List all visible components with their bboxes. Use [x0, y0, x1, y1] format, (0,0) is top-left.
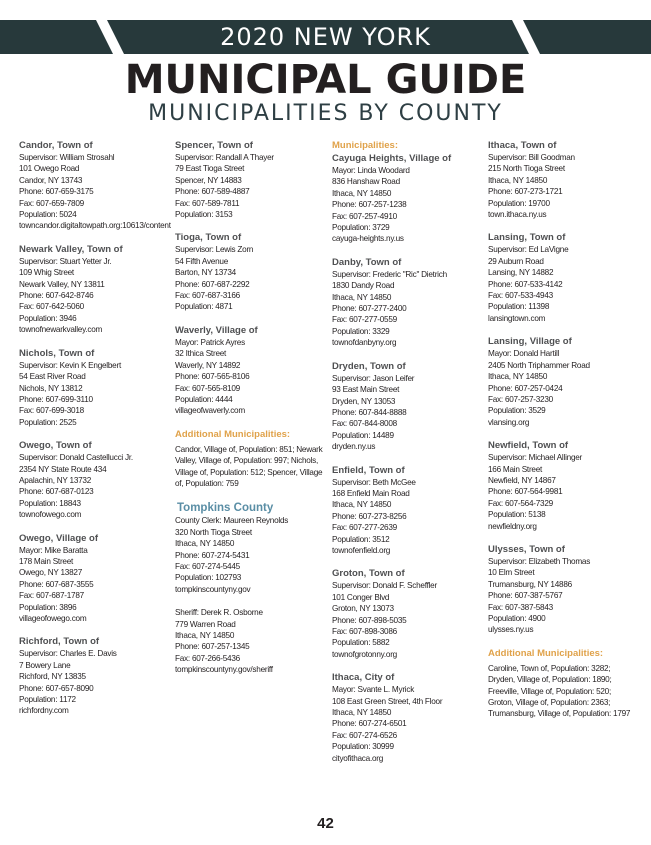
entry-line: Supervisor: Charles E. Davis: [19, 649, 117, 659]
entry-line: Supervisor: Ed LaVigne: [488, 245, 569, 255]
entry-line: Population: 5024: [19, 210, 77, 220]
entry-line: Supervisor: Lewis Zorn: [175, 245, 254, 255]
entry-line: Population: 3729: [332, 223, 390, 233]
municipality-name: Candor, Town of: [19, 140, 93, 151]
entry-line: cityofithaca.org: [332, 753, 384, 763]
entry-line: Supervisor: Elizabeth Thomas: [488, 556, 591, 566]
entry-line: vlansing.org: [488, 417, 530, 427]
entry-line: Phone: 607-699-3110: [19, 394, 93, 404]
column-1: [19, 140, 169, 729]
entry-line: Candor, NY 13743: [19, 175, 83, 185]
entry-line: Fax: 607-659-7809: [19, 198, 84, 208]
entry-line: 10 Elm Street: [488, 568, 535, 578]
entry-line: Population: 2525: [19, 417, 77, 427]
municipality-entry: [332, 672, 482, 764]
sheriff-block: [175, 607, 325, 675]
entry-line: 101 Owego Road: [19, 164, 80, 174]
entry-line: ulysses.ny.us: [488, 625, 534, 635]
entry-line: townofenfield.org: [332, 545, 391, 555]
entry-line: 54 Fifth Avenue: [175, 256, 228, 266]
municipality-entry: [175, 325, 325, 417]
entry-line: Population: 3153: [175, 210, 233, 220]
entry-line: Population: 3946: [19, 313, 77, 323]
entry-line: Fax: 607-687-3166: [175, 291, 240, 301]
municipality-entry: [488, 140, 638, 220]
entry-line: Nichols, NY 13812: [19, 383, 83, 393]
entry-line: Fax: 607-844-8008: [332, 419, 397, 429]
municipality-entry: [332, 361, 482, 453]
entry-line: townofgrotonny.org: [332, 649, 397, 659]
entry-line: Population: 18843: [19, 498, 81, 508]
municipality-name: Tioga, Town of: [175, 232, 242, 244]
entry-line: Supervisor: Donald Castellucci Jr.: [19, 453, 133, 463]
page-subtitle: MUNICIPALITIES BY COUNTY: [148, 101, 503, 126]
additional-municipalities-text: Candor, Village of, Population: 851; Newark Valley, Village of, Population: 997; Nichols, Village of, Population: 512; Spencer, Village of, Population: 759: [175, 444, 323, 488]
additional-municipalities-heading: Additional Municipalities:: [488, 647, 604, 659]
entry-line: Phone: 607-687-2292: [175, 279, 250, 289]
entry-line: Population: 19700: [488, 198, 550, 208]
entry-line: Lansing, NY 14882: [488, 268, 554, 278]
entry-line: Population: 102793: [175, 573, 242, 583]
entry-line: Fax: 607-564-7329: [488, 498, 553, 508]
municipality-name: Spencer, Town of: [175, 140, 253, 151]
municipality-name: Ithaca, Town of: [488, 140, 557, 151]
entry-line: 108 East Green Street, 4th Floor: [332, 696, 443, 706]
banner-title: 2020 NEW YORK: [220, 23, 431, 51]
entry-line: dryden.ny.us: [332, 442, 376, 452]
entry-line: Ithaca, NY 14850: [332, 500, 392, 510]
municipality-name: Enfield, Town of: [332, 464, 405, 476]
municipality-entry: [19, 440, 169, 520]
entry-line: Richford, NY 13835: [19, 672, 86, 682]
entry-line: Phone: 607-257-0424: [488, 383, 563, 393]
entry-line: 166 Main Street: [488, 464, 543, 474]
municipality-entry: [488, 232, 638, 324]
entry-line: Ithaca, NY 14850: [175, 631, 235, 640]
entry-line: 93 East Main Street: [332, 385, 400, 395]
entry-line: townofdanbyny.org: [332, 338, 397, 348]
entry-line: Mayor: Mike Baratta: [19, 545, 88, 555]
municipality-name: Owego, Village of: [19, 532, 99, 544]
entry-line: Supervisor: Kevin K Engelbert: [19, 360, 121, 370]
municipality-entry: [332, 153, 482, 245]
entry-line: cayuga-heights.ny.us: [332, 234, 404, 244]
entry-line: 1830 Dandy Road: [332, 281, 395, 291]
entry-line: Phone: 607-687-3555: [19, 579, 94, 589]
entry-line: 32 Ithica Street: [175, 349, 227, 359]
municipality-entry: [488, 336, 638, 428]
entry-line: Fax: 607-387-5843: [488, 602, 553, 612]
entry-line: Ithaca, NY 14850: [332, 188, 392, 198]
entry-line: Phone: 607-387-5767: [488, 591, 563, 601]
entry-line: Barton, NY 13734: [175, 268, 236, 278]
municipality-name: Ulysses, Town of: [488, 543, 565, 555]
page-number: 42: [317, 815, 334, 832]
entry-line: Spencer, NY 14883: [175, 175, 242, 185]
entry-line: Population: 14489: [332, 430, 394, 440]
entry-line: Fax: 607-266-5436: [175, 653, 240, 663]
entry-line: Phone: 607-589-4887: [175, 187, 250, 197]
entry-line: Population: 5882: [332, 638, 390, 648]
entry-line: Apalachin, NY 13732: [19, 475, 92, 485]
entry-line: Fax: 607-277-0559: [332, 315, 397, 325]
entry-line: Population: 4444: [175, 394, 233, 404]
entry-line: Fax: 607-898-3086: [332, 627, 397, 636]
municipality-entry: [19, 636, 169, 716]
municipality-name: Ithaca, City of: [332, 672, 395, 684]
entry-line: Mayor: Donald Hartill: [488, 349, 560, 359]
entry-line: Population: 4900: [488, 614, 546, 623]
entry-line: Phone: 607-273-8256: [332, 511, 407, 521]
column-3: [332, 140, 482, 776]
entry-line: Trumansburg, NY 14886: [488, 579, 572, 589]
entry-line: Dryden, NY 13053: [332, 396, 396, 406]
entry-line: Newark Valley, NY 13811: [19, 279, 105, 289]
entry-line: Sheriff: Derek R. Osborne: [175, 608, 263, 618]
entry-line: Phone: 607-274-5431: [175, 550, 250, 560]
entry-line: 215 North Tioga Street: [488, 164, 565, 174]
entry-line: Supervisor: Randall A Thayer: [175, 153, 274, 162]
entry-line: 178 Main Street: [19, 556, 74, 566]
entry-line: County Clerk: Maureen Reynolds: [175, 516, 289, 526]
municipality-entry: [19, 244, 169, 336]
entry-line: Mayor: Patrick Ayres: [175, 337, 245, 347]
entry-line: Phone: 607-659-3175: [19, 187, 94, 197]
entry-line: villageofowego.com: [19, 614, 87, 623]
municipality-entry: [19, 533, 169, 625]
entry-line: Fax: 607-257-3230: [488, 394, 553, 404]
entry-line: 29 Auburn Road: [488, 256, 544, 266]
entry-line: Fax: 607-533-4943: [488, 291, 553, 301]
entry-line: town.ithaca.ny.us: [488, 210, 547, 220]
entry-line: 79 East Tioga Street: [175, 164, 245, 174]
entry-line: Population: 11398: [488, 302, 550, 312]
entry-line: Fax: 607-257-4910: [332, 211, 397, 221]
municipalities-heading: Municipalities:: [332, 140, 398, 151]
entry-line: Newfield, NY 14867: [488, 475, 556, 485]
entry-line: Fax: 607-274-5445: [175, 561, 240, 571]
municipality-name: Owego, Town of: [19, 440, 92, 452]
entry-line: Supervisor: William Strosahl: [19, 153, 115, 162]
entry-line: 101 Conger Blvd: [332, 592, 390, 602]
entry-line: Ithaca, NY 14850: [332, 292, 392, 302]
entry-line: Fax: 607-687-1787: [19, 591, 84, 601]
entry-line: Population: 3512: [332, 534, 390, 544]
entry-line: Ithaca, NY 14850: [332, 708, 392, 718]
municipality-name: Cayuga Heights, Village of: [332, 153, 452, 164]
entry-line: Population: 30999: [332, 742, 394, 752]
municipality-entry: [19, 348, 169, 428]
municipality-entry: [175, 232, 325, 312]
entry-line: Fax: 607-565-8109: [175, 383, 240, 393]
municipality-entry: [332, 465, 482, 557]
entry-line: tompkinscountyny.gov: [175, 584, 251, 594]
entry-line: Supervisor: Frederic "Ric" Dietrich: [332, 269, 447, 279]
entry-line: Phone: 607-844-8888: [332, 407, 407, 417]
entry-line: Supervisor: Bill Goodman: [488, 153, 575, 162]
entry-line: tompkinscountyny.gov/sheriff: [175, 665, 273, 675]
entry-line: Phone: 607-898-5035: [332, 615, 407, 625]
entry-line: Population: 3896: [19, 602, 77, 612]
entry-line: Phone: 607-274-6501: [332, 719, 407, 729]
entry-line: Mayor: Svante L. Myrick: [332, 685, 415, 695]
entry-line: 2405 North Triphammer Road: [488, 360, 590, 370]
entry-line: Ithaca, NY 14850: [175, 539, 235, 549]
entry-line: 2354 NY State Route 434: [19, 464, 107, 474]
entry-line: Fax: 607-699-3018: [19, 406, 84, 416]
entry-line: Fax: 607-642-5060: [19, 302, 84, 312]
entry-line: newfieldny.org: [488, 521, 537, 531]
municipality-name: Newfield, Town of: [488, 440, 569, 452]
entry-line: 7 Bowery Lane: [19, 660, 71, 670]
column-2: [175, 140, 325, 676]
entry-line: richfordny.com: [19, 706, 69, 716]
municipality-name: Lansing, Village of: [488, 336, 572, 348]
entry-line: Supervisor: Stuart Yetter Jr.: [19, 256, 112, 266]
county-clerk-block: [175, 515, 325, 595]
municipality-name: Danby, Town of: [332, 256, 402, 268]
entry-line: Phone: 607-564-9981: [488, 487, 563, 497]
entry-line: Waverly, NY 14892: [175, 360, 241, 370]
entry-line: Supervisor: Beth McGee: [332, 477, 416, 487]
entry-line: 779 Warren Road: [175, 619, 236, 629]
additional-municipalities-text: Caroline, Town of, Population: 3282; Dryden, Village of, Population: 1890; Freeville, Village of, Population: 520; Groton, Village of, Population: 2363; Trumansburg, Village of, Population: 1797: [488, 663, 631, 719]
entry-line: Ithaca, NY 14850: [488, 372, 548, 382]
entry-line: Population: 3529: [488, 406, 546, 416]
entry-line: Supervisor: Michael Allinger: [488, 453, 583, 463]
entry-line: Supervisor: Donald F. Scheffler: [332, 581, 437, 591]
municipality-name: Groton, Town of: [332, 568, 405, 580]
additional-municipalities-heading: Additional Municipalities:: [175, 428, 291, 440]
municipality-name: Waverly, Village of: [175, 324, 258, 336]
municipality-name: Lansing, Town of: [488, 232, 566, 244]
municipality-entry: [175, 140, 325, 220]
entry-line: Phone: 607-257-1238: [332, 200, 407, 210]
entry-line: Population: 1172: [19, 695, 76, 705]
column-4: [488, 140, 638, 720]
municipality-entry: [332, 568, 482, 660]
entry-line: 836 Hanshaw Road: [332, 177, 400, 187]
municipality-entry: [332, 257, 482, 349]
entry-line: Supervisor: Jason Leifer: [332, 373, 415, 383]
entry-line: Phone: 607-642-8746: [19, 291, 94, 301]
municipality-entry: [488, 440, 638, 532]
municipality-name: Nichols, Town of: [19, 347, 95, 359]
entry-line: 168 Enfield Main Road: [332, 488, 410, 498]
entry-line: towncandor.digitaltowpath.org:10613/content: [19, 221, 171, 231]
entry-line: Owego, NY 13827: [19, 568, 83, 578]
municipality-name: Richford, Town of: [19, 636, 100, 648]
entry-line: 54 East River Road: [19, 372, 86, 382]
entry-line: Phone: 607-565-8106: [175, 372, 250, 382]
entry-line: 109 Whig Street: [19, 268, 74, 278]
municipality-name: Newark Valley, Town of: [19, 243, 123, 255]
entry-line: Fax: 607-589-7811: [175, 198, 240, 208]
entry-line: Phone: 607-277-2400: [332, 304, 407, 314]
entry-line: Fax: 607-277-2639: [332, 523, 397, 533]
entry-line: Phone: 607-657-8090: [19, 683, 94, 693]
page-title: MUNICIPAL GUIDE: [124, 57, 527, 103]
entry-line: Fax: 607-274-6526: [332, 730, 397, 740]
municipality-name: Dryden, Town of: [332, 360, 406, 372]
entry-line: Population: 3329: [332, 326, 390, 336]
entry-line: townofowego.com: [19, 510, 82, 520]
county-heading: Tompkins County: [177, 502, 274, 515]
entry-line: Phone: 607-273-1721: [488, 187, 563, 197]
entry-line: villageofwaverly.com: [175, 406, 245, 416]
municipality-entry: [488, 544, 638, 636]
entry-line: 320 North Tioga Street: [175, 527, 252, 537]
entry-line: Ithaca, NY 14850: [488, 175, 548, 185]
entry-line: townofnewarkvalley.com: [19, 325, 103, 335]
entry-line: Phone: 607-533-4142: [488, 279, 563, 289]
entry-line: Phone: 607-257-1345: [175, 642, 250, 652]
entry-line: Groton, NY 13073: [332, 604, 394, 614]
entry-line: Phone: 607-687-0123: [19, 487, 94, 497]
municipality-entry: [19, 140, 169, 232]
entry-line: Mayor: Linda Woodard: [332, 166, 410, 175]
entry-line: Population: 4871: [175, 302, 233, 312]
entry-line: lansingtown.com: [488, 313, 546, 323]
entry-line: Population: 5138: [488, 510, 546, 520]
